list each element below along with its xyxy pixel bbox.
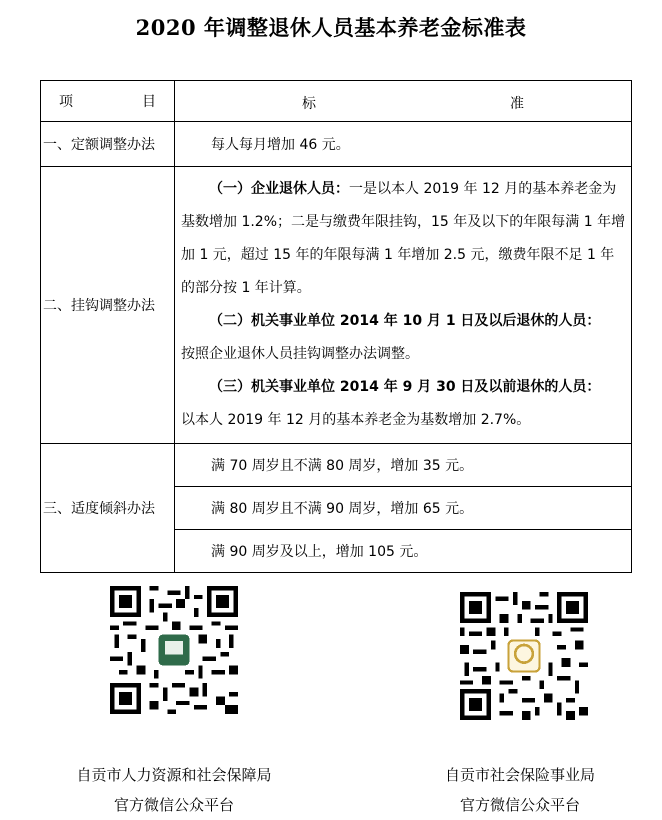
row-item-linked: 二、挂钩调整办法 [41, 167, 175, 444]
qr-caption-hrss [54, 760, 294, 820]
linked-para-3-head: （三）机关事业单位 2014 年 9 月 30 日及以前退休的人员： [209, 379, 601, 395]
table-row [41, 444, 632, 487]
header-item-char1: 项 [59, 94, 74, 110]
row-item-fixed: 一、定额调整办法 [41, 122, 175, 167]
qr-caption-hrss-line1: 自贡市人力资源和社会保障局 [76, 766, 272, 784]
pension-table [40, 80, 632, 573]
row-standard-linked [175, 167, 632, 444]
row-standard-fixed: 每人每月增加 46 元。 [175, 122, 632, 167]
header-item [41, 81, 175, 122]
linked-para-2-head: （二）机关事业单位 2014 年 10 月 1 日及以后退休的人员： [209, 313, 601, 329]
tilt-line-3: 满 90 周岁及以上，增加 105 元。 [175, 530, 632, 573]
row-item-tilt: 三、适度倾斜办法 [41, 444, 175, 573]
qr-code-icon [460, 592, 588, 720]
tilt-line-2: 满 80 周岁且不满 90 周岁，增加 65 元。 [175, 487, 632, 530]
linked-para-2-body: 按照企业退休人员挂钩调整办法调整。 [181, 346, 419, 362]
linked-para-1: （一）企业退休人员：一是以本人 2019 年 12 月的基本养老金为基数增加 1.2%；二是与缴费年限挂钩，15 年及以下的年限每满 1 年增加 1 元，超过 15 年的年限每满 1 年增加 2.5 元，缴费年限不足 1 年的部分按 1 年计算。 [181, 181, 626, 296]
qr-code-hrss[interactable] [110, 586, 238, 714]
qr-caption-social-insurance [400, 760, 640, 820]
qr-caption-si-line1: 自贡市社会保险事业局 [444, 766, 595, 784]
header-standard-char2: 准 [510, 96, 524, 112]
qr-caption-hrss-line2: 官方微信公众平台 [113, 796, 234, 814]
qr-code-social-insurance[interactable] [460, 592, 588, 720]
header-standard-char1: 标 [302, 96, 316, 112]
header-standard [175, 81, 632, 122]
table-row [41, 122, 632, 167]
table-row [41, 167, 632, 444]
qr-caption-si-line2: 官方微信公众平台 [459, 796, 580, 814]
header-item-char2: 目 [141, 94, 156, 110]
tilt-line-1: 满 70 周岁且不满 80 周岁，增加 35 元。 [175, 444, 632, 487]
qr-code-icon [110, 586, 238, 714]
linked-para-3-body: 以本人 2019 年 12 月的基本养老金为基数增加 2.7%。 [181, 412, 531, 428]
page-title: 2020 年调整退休人员基本养老金标准表 [135, 15, 527, 40]
table-header-row [41, 81, 632, 122]
